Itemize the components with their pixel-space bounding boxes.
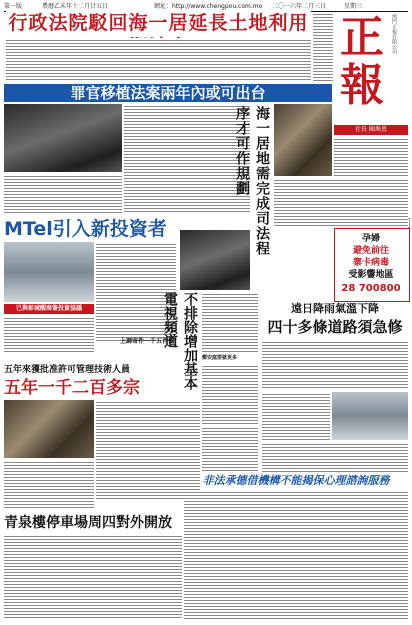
- mtel-body-2: [4, 316, 94, 352]
- ad-line-4: 受影響地區: [348, 270, 394, 280]
- date: 二〇一六年二月三日: [272, 3, 327, 10]
- mtel-photo: [4, 242, 94, 302]
- cable-photo: [180, 230, 250, 290]
- taxi-body: [4, 534, 182, 620]
- fuel-headline: 非法承德借機構不能揭保心理諮詢服務: [202, 474, 390, 487]
- logo-char-2: 報: [340, 60, 384, 111]
- ad-phone: 28 700800: [341, 283, 401, 294]
- cable-subhead: 鄭安庭要就更多: [202, 355, 238, 361]
- mtel-headline-text: MTel引入新投資者: [4, 218, 167, 240]
- roads-body: [262, 340, 408, 390]
- taxi-headline: 青泉樓停車場周四對外開放: [4, 515, 172, 531]
- company-name: 澳門正報有限公司: [391, 14, 397, 54]
- haiyiju-photo: [274, 104, 332, 176]
- roads-headline-1: 遠日降雨氣溫下降: [291, 302, 379, 315]
- overtime-body-2: [4, 460, 94, 510]
- immigration-headline: 罪官移植法案兩年內或可出台: [4, 84, 332, 102]
- cable-body: [202, 292, 258, 352]
- cable-headline: 不排除增加基本電視頻道: [162, 292, 198, 390]
- mtel-headline: [4, 218, 174, 240]
- overtime-headline-2: 五年一千二百多宗: [4, 378, 140, 398]
- ad-line-3: 寨卡病毒: [352, 258, 389, 268]
- ad-line-2: 避免前往: [352, 246, 389, 256]
- logo: [335, 14, 389, 114]
- roads-body-3: [262, 442, 408, 472]
- top-article-body: [6, 38, 311, 82]
- immigration-body-2: [4, 174, 122, 214]
- ad-line-1: 孕婦: [361, 234, 380, 244]
- website-url[interactable]: 網址：http://www.chengpou.com.mo: [154, 3, 263, 10]
- weekday: 星期三: [344, 3, 363, 10]
- fuel-body: [184, 490, 408, 620]
- roads-body-2: [262, 392, 330, 440]
- overtime-headline-1: 五年來獲批准許可管理技術人員: [4, 365, 131, 375]
- page-header: [4, 3, 408, 11]
- top-headline: 行政法院駁回海一居延長土地利用: [6, 11, 311, 35]
- roads-photo: [332, 392, 408, 440]
- masthead-banner: 社長 陳煥恩: [334, 125, 408, 135]
- masthead: [335, 14, 407, 124]
- mtel-subhead-1: 已與彰城醒商簽投資協議: [4, 304, 94, 314]
- immigration-photo: [4, 104, 122, 172]
- haiyiju-headline: 海一居地需完成司法程序才可作規劃: [234, 106, 270, 256]
- cable-body-2: [202, 364, 258, 424]
- roads-headline-2: 四十多條道路須急修: [267, 318, 403, 336]
- overtime-photo: [4, 400, 94, 458]
- top-side-column: [313, 12, 333, 82]
- cable-body-3: [202, 426, 258, 472]
- haiyiju-body: [274, 178, 408, 228]
- mtel-subhead-2: 上調寄件一千五百個: [120, 338, 175, 345]
- lunar-date: 農曆乙未年十二月廿五日: [42, 3, 109, 10]
- health-ad[interactable]: [334, 228, 410, 302]
- page-number: 第一版: [4, 3, 23, 10]
- logo-char-1: 正: [340, 12, 384, 63]
